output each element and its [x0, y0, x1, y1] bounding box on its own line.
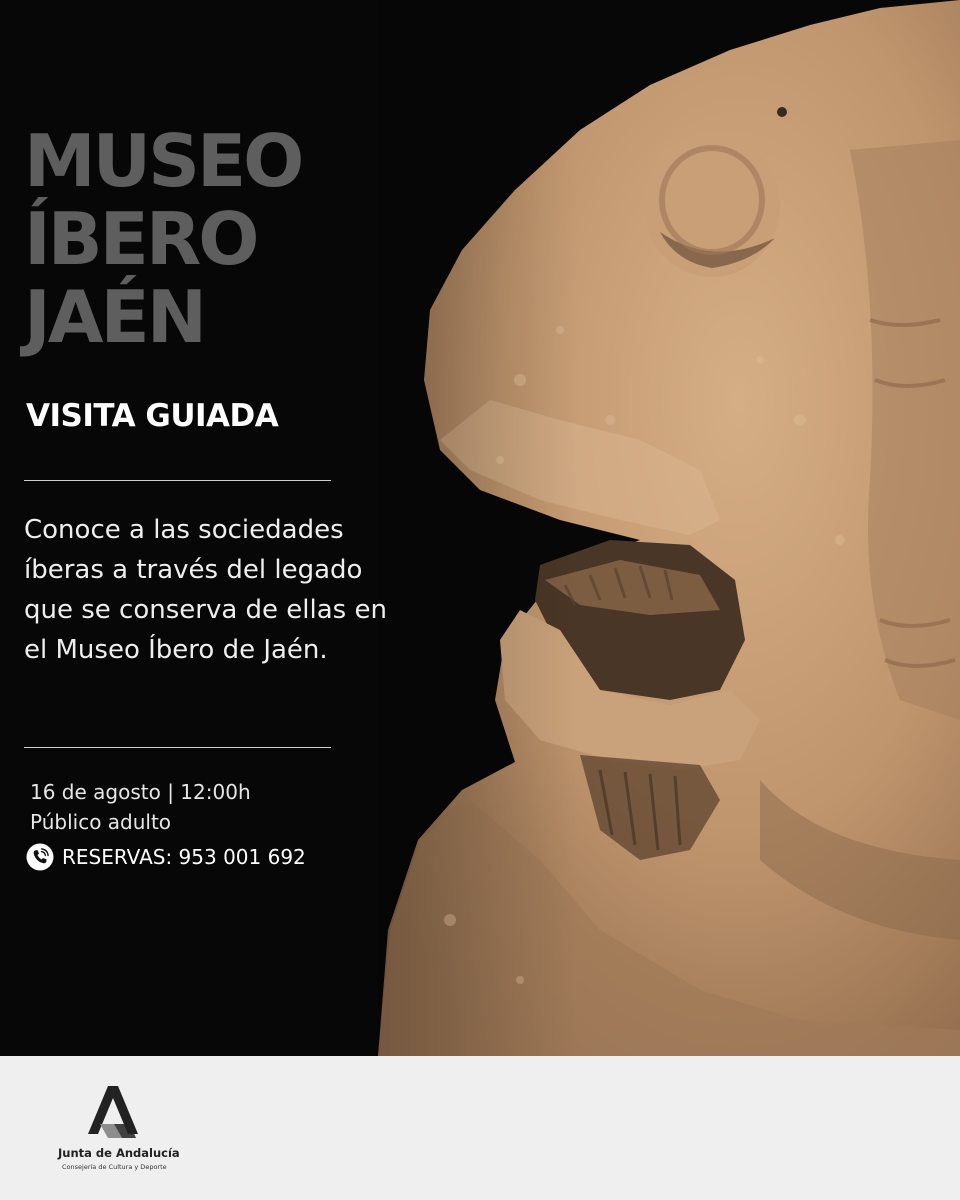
footer — [0, 1056, 960, 1200]
event-date: 16 de agosto | 12:00h — [30, 780, 251, 804]
title-line: MUSEO — [24, 119, 302, 203]
museum-title — [24, 119, 302, 359]
event-subtitle: VISITA GUIADA — [26, 398, 279, 434]
department-name: Consejería de Cultura y Deporte — [62, 1163, 167, 1171]
org-name: Junta de Andalucía — [58, 1146, 180, 1160]
reservations-line — [26, 843, 306, 871]
divider — [24, 480, 331, 481]
junta-andalucia-logo-icon — [84, 1082, 144, 1140]
divider — [24, 747, 331, 748]
event-description: Conoce a las sociedades íberas a través del legado que se conserva de ellas en el Museo Íbero de Jaén. — [24, 515, 387, 665]
event-audience: Público adulto — [30, 810, 172, 834]
title-line: ÍBERO — [24, 197, 257, 281]
title-line: JAÉN — [24, 275, 204, 359]
phone-icon — [26, 843, 54, 871]
reservations-text: RESERVAS: 953 001 692 — [62, 845, 306, 869]
junta-andalucia-logo — [58, 1082, 198, 1171]
